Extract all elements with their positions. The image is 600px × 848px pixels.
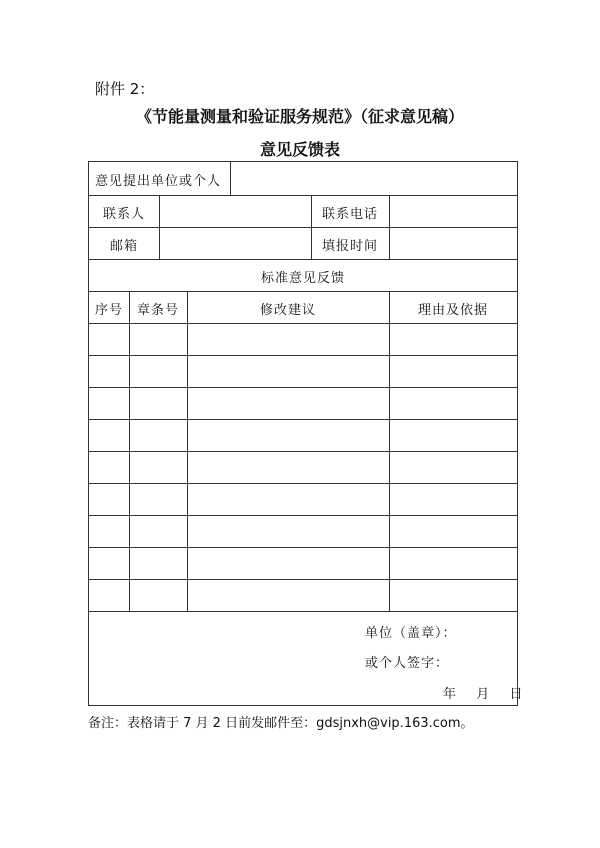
date-label: 填报时间 xyxy=(321,239,378,254)
signature-label: 或个人签字： xyxy=(365,656,450,671)
attachment-label: 附件 2： xyxy=(95,80,155,98)
column-header-index: 序号 xyxy=(94,303,123,318)
column-header-reason: 理由及依据 xyxy=(417,303,488,318)
form-title: 意见反馈表 xyxy=(259,140,340,159)
column-header-clause: 章条号 xyxy=(136,303,179,318)
document-title: 《节能量测量和验证服务规范》（征求意见稿） xyxy=(135,107,464,126)
phone-label: 联系电话 xyxy=(321,207,378,222)
contact-label: 联系人 xyxy=(102,207,145,222)
sign-date-label: 年 月 日 xyxy=(443,687,527,702)
email-label: 邮箱 xyxy=(109,239,138,254)
footnote: 备注：表格请于 7 月 2 日前发邮件至：gdsjnxh@vip.163.com。 xyxy=(88,716,474,731)
column-header-suggestion: 修改建议 xyxy=(259,303,316,318)
feedback-form-table xyxy=(88,161,527,706)
section-label: 标准意见反馈 xyxy=(260,271,345,286)
submitter-label: 意见提出单位或个人 xyxy=(95,174,222,189)
unit-seal-label: 单位（盖章）： xyxy=(365,626,457,641)
